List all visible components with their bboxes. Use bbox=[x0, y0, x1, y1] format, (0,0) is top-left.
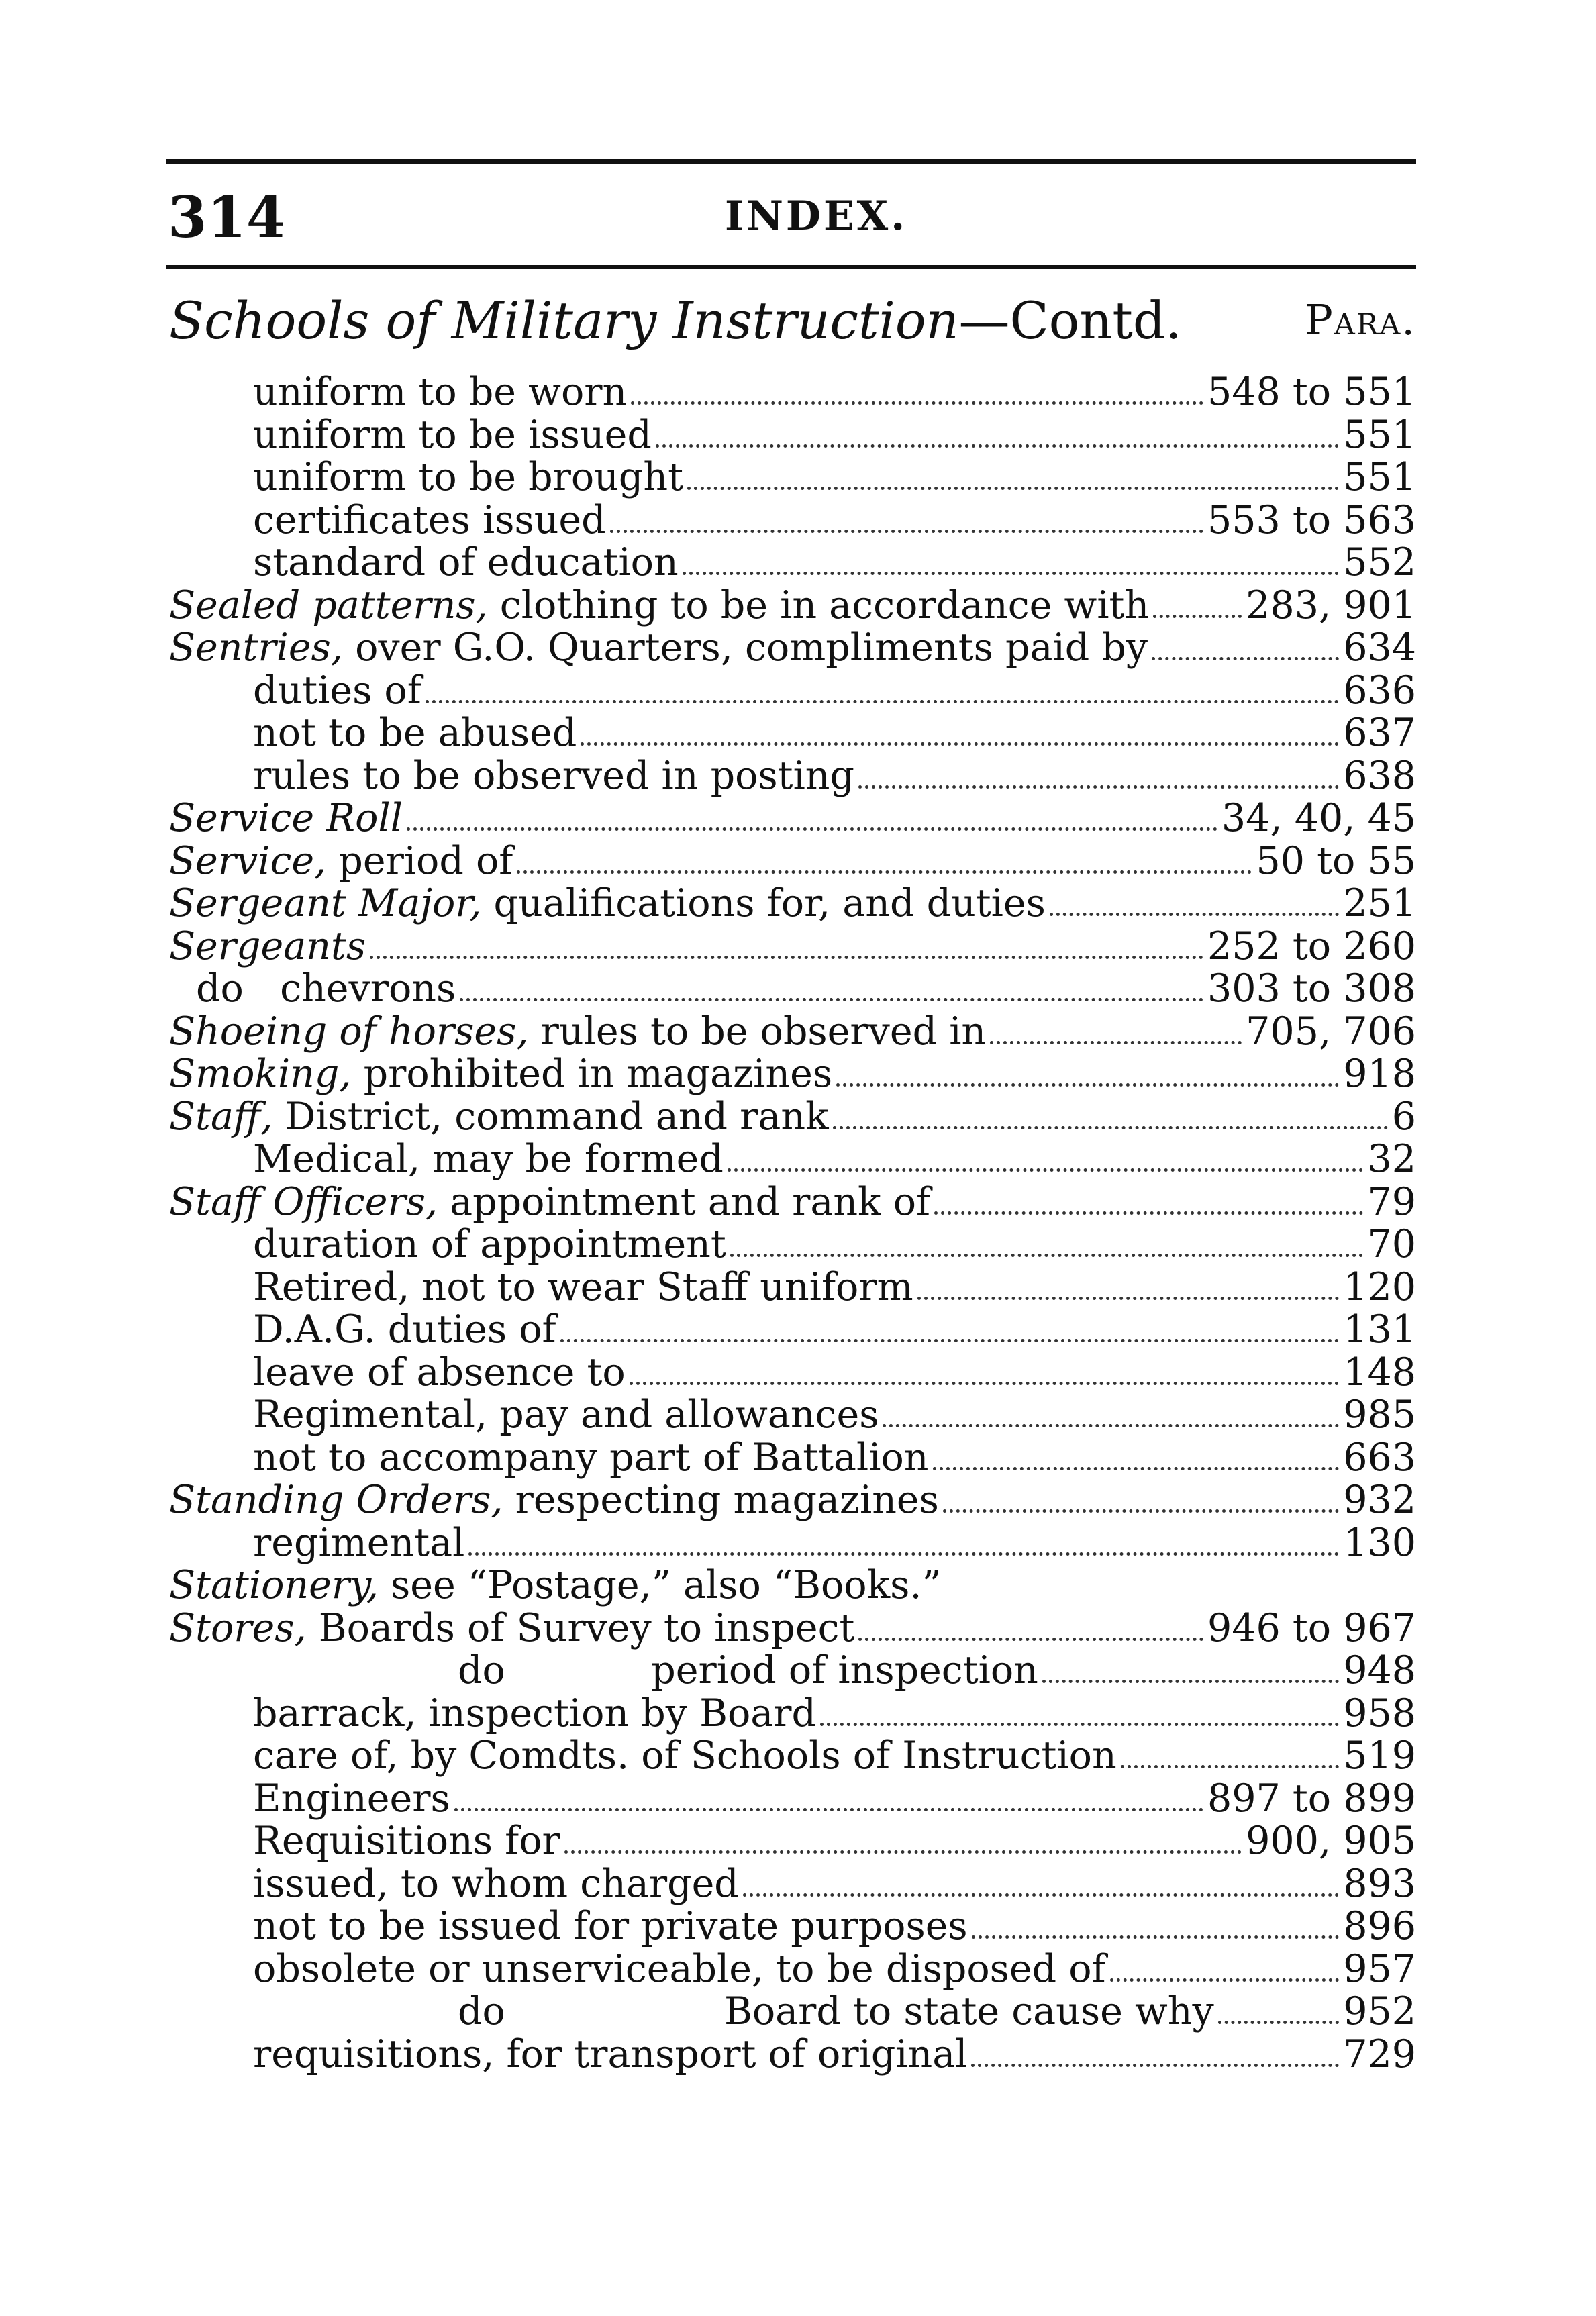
index-entry bbox=[169, 1437, 1416, 1480]
index-entry-text bbox=[169, 1607, 854, 1650]
index-entry-para-ref: 663 bbox=[1343, 1435, 1416, 1480]
running-head: INDEX. bbox=[725, 193, 908, 240]
index-entry-text bbox=[458, 1650, 1038, 1693]
dot-leader bbox=[517, 870, 1252, 874]
index-entry-para-ref: 519 bbox=[1343, 1733, 1416, 1778]
index-entry-para-ref: 948 bbox=[1343, 1648, 1416, 1693]
index-entries bbox=[169, 371, 1416, 2076]
index-entry-text bbox=[169, 797, 403, 840]
index-entry-description: duration of appointment bbox=[253, 1222, 726, 1266]
index-entry-para-ref: 932 bbox=[1343, 1478, 1416, 1522]
index-entry-para-ref: 958 bbox=[1343, 1691, 1416, 1735]
dot-leader bbox=[630, 1382, 1340, 1385]
index-entry-description: uniform to be worn bbox=[253, 370, 628, 414]
index-entry-text bbox=[253, 542, 679, 585]
dot-leader bbox=[990, 1041, 1242, 1044]
dot-leader bbox=[883, 1424, 1339, 1427]
index-entry-text bbox=[253, 371, 627, 414]
index-entry bbox=[169, 585, 1416, 627]
dot-leader bbox=[743, 1893, 1339, 1897]
index-entry-text bbox=[253, 1352, 626, 1395]
index-entry-description: District, command and rank bbox=[272, 1094, 829, 1139]
index-entry-description: not to be issued for private purposes bbox=[253, 1904, 968, 1948]
index-entry-term: Smoking, bbox=[169, 1052, 352, 1096]
dot-leader bbox=[1050, 913, 1339, 916]
dot-leader bbox=[943, 1509, 1339, 1513]
index-entry-text bbox=[169, 925, 366, 968]
index-entry-para-ref: 946 to 967 bbox=[1207, 1605, 1416, 1650]
index-entry-description: leave of absence to bbox=[253, 1350, 626, 1395]
index-entry-text bbox=[458, 1991, 1214, 2033]
index-entry-text bbox=[169, 1096, 829, 1139]
index-entry bbox=[169, 1011, 1416, 1054]
para-column-label: Para. bbox=[1305, 295, 1416, 344]
index-entry-term: Sentries, bbox=[169, 625, 343, 670]
index-entry-text bbox=[253, 1223, 726, 1266]
index-entry-text bbox=[253, 1863, 739, 1906]
index-entry-para-ref: 896 bbox=[1343, 1904, 1416, 1948]
index-entry-text bbox=[253, 1693, 816, 1735]
dot-leader bbox=[610, 530, 1203, 533]
section-heading-suffix: —Contd. bbox=[958, 291, 1182, 350]
index-entry-text bbox=[253, 1905, 968, 1948]
index-entry-para-ref: 638 bbox=[1343, 753, 1416, 798]
index-entry-text bbox=[253, 414, 652, 457]
index-entry-para-ref: 957 bbox=[1343, 1946, 1416, 1991]
index-entry-description: barrack, inspection by Board bbox=[253, 1691, 816, 1735]
index-entry-description: uniform to be issued bbox=[253, 412, 652, 457]
index-entry bbox=[169, 1693, 1416, 1735]
index-entry-description: regimental bbox=[253, 1520, 465, 1565]
index-entry bbox=[169, 755, 1416, 798]
index-entry bbox=[169, 1223, 1416, 1266]
dot-leader bbox=[820, 1723, 1339, 1726]
index-entry-description: do Board to state cause why bbox=[458, 1989, 1214, 2033]
index-entry bbox=[169, 1607, 1416, 1650]
index-entry bbox=[169, 1352, 1416, 1395]
index-entry-text bbox=[253, 1437, 929, 1480]
dot-leader bbox=[833, 1126, 1388, 1129]
index-entry-description: over G.O. Quarters, compliments paid by bbox=[342, 625, 1148, 670]
index-entry bbox=[169, 1991, 1416, 2033]
index-entry-para-ref: 50 to 55 bbox=[1256, 838, 1416, 883]
index-entry-text bbox=[169, 1564, 942, 1607]
index-entry bbox=[169, 968, 1416, 1011]
dot-leader bbox=[468, 1552, 1339, 1556]
index-entry-term: Service Roll bbox=[169, 796, 403, 840]
index-entry-term: Service, bbox=[169, 838, 327, 883]
section-heading-title: Schools of Military Instruction bbox=[169, 291, 959, 350]
index-entry bbox=[169, 1905, 1416, 1948]
index-entry bbox=[169, 1948, 1416, 1991]
dot-leader bbox=[934, 1211, 1363, 1215]
index-entry-para-ref: 130 bbox=[1343, 1520, 1416, 1565]
index-entry-para-ref: 251 bbox=[1343, 881, 1416, 925]
index-entry bbox=[169, 1138, 1416, 1181]
dot-leader bbox=[581, 742, 1339, 746]
dot-leader bbox=[730, 1254, 1364, 1257]
index-entry-term: Shoeing of horses, bbox=[169, 1009, 529, 1054]
index-entry-description: not to be abused bbox=[253, 711, 577, 755]
dot-leader bbox=[971, 2064, 1339, 2067]
index-entry-description: Requisitions for bbox=[253, 1819, 560, 1863]
index-entry-text bbox=[253, 1138, 724, 1181]
index-entry-para-ref: 952 bbox=[1343, 1989, 1416, 2033]
index-entry-para-ref: 985 bbox=[1343, 1393, 1416, 1437]
index-entry-term: Stationery, bbox=[169, 1563, 379, 1607]
index-entry-text bbox=[253, 1394, 879, 1437]
index-entry-description: prohibited in magazines bbox=[351, 1052, 833, 1096]
index-entry-text bbox=[253, 1266, 913, 1309]
index-entry bbox=[169, 414, 1416, 457]
dot-leader bbox=[426, 700, 1339, 703]
index-entry-term: Standing Orders, bbox=[169, 1478, 503, 1522]
index-entry-description: Retired, not to wear Staff uniform bbox=[253, 1264, 913, 1309]
index-entry-text bbox=[253, 1820, 560, 1863]
index-entry-para-ref: 636 bbox=[1343, 668, 1416, 713]
index-entry-text bbox=[253, 755, 854, 798]
dot-leader bbox=[933, 1467, 1340, 1470]
dot-leader bbox=[1218, 2021, 1340, 2024]
index-entry bbox=[169, 371, 1416, 414]
dot-leader bbox=[858, 785, 1339, 789]
dot-leader bbox=[1121, 1765, 1340, 1768]
top-rule bbox=[166, 159, 1416, 164]
index-entry bbox=[169, 1266, 1416, 1309]
index-entry-text bbox=[169, 840, 513, 883]
index-entry-para-ref: 131 bbox=[1343, 1307, 1416, 1352]
index-entry-para-ref: 120 bbox=[1343, 1264, 1416, 1309]
index-entry bbox=[169, 1309, 1416, 1352]
dot-leader bbox=[631, 401, 1203, 405]
index-entry bbox=[169, 499, 1416, 542]
index-entry-text bbox=[253, 1309, 556, 1352]
index-entry-para-ref: 6 bbox=[1391, 1094, 1416, 1139]
index-entry-description: Regimental, pay and allowances bbox=[253, 1393, 879, 1437]
dot-leader bbox=[1042, 1680, 1339, 1683]
index-entry-para-ref: 900, 905 bbox=[1246, 1819, 1416, 1863]
index-entry-para-ref: 34, 40, 45 bbox=[1221, 796, 1416, 840]
index-entry bbox=[169, 712, 1416, 755]
index-entry-description: rules to be observed in posting bbox=[253, 753, 854, 798]
index-entry bbox=[169, 1479, 1416, 1522]
index-entry-description: qualifications for, and duties bbox=[481, 881, 1046, 925]
index-entry bbox=[169, 1650, 1416, 1693]
index-entry bbox=[169, 1181, 1416, 1224]
dot-leader bbox=[454, 1808, 1203, 1811]
index-entry-text bbox=[169, 883, 1046, 925]
dot-leader bbox=[560, 1339, 1340, 1342]
index-entry-description: Engineers bbox=[253, 1776, 450, 1821]
index-entry bbox=[169, 840, 1416, 883]
dot-leader bbox=[370, 956, 1203, 959]
dot-leader bbox=[1152, 657, 1339, 660]
index-entry-text bbox=[253, 456, 683, 499]
index-entry-description: uniform to be brought bbox=[253, 455, 684, 499]
index-entry-para-ref: 32 bbox=[1367, 1137, 1416, 1181]
index-entry-term: Sergeants bbox=[169, 923, 366, 968]
index-entry-text bbox=[169, 1053, 832, 1096]
index-entry-description: issued, to whom charged bbox=[253, 1861, 739, 1906]
index-entry-description: see “Postage,” also “Books.” bbox=[378, 1563, 942, 1607]
index-entry-description: duties of bbox=[253, 668, 421, 713]
index-entry-para-ref: 705, 706 bbox=[1246, 1009, 1416, 1054]
dot-leader bbox=[972, 1935, 1340, 1939]
index-entry bbox=[169, 883, 1416, 925]
index-entry-description: not to accompany part of Battalion bbox=[253, 1435, 929, 1480]
index-entry-para-ref: 729 bbox=[1343, 2031, 1416, 2076]
index-entry-description: care of, by Comdts. of Schools of Instruction bbox=[253, 1733, 1117, 1778]
index-entry-para-ref: 553 to 563 bbox=[1207, 497, 1416, 542]
index-entry-text bbox=[196, 968, 456, 1011]
index-entry-description: rules to be observed in bbox=[528, 1009, 987, 1054]
index-entry-term: Staff Officers, bbox=[169, 1179, 438, 1224]
dot-leader bbox=[656, 444, 1339, 448]
index-entry bbox=[169, 627, 1416, 670]
index-entry-text bbox=[253, 1778, 450, 1821]
index-entry bbox=[169, 1053, 1416, 1096]
dot-leader bbox=[836, 1083, 1339, 1087]
index-entry-text bbox=[253, 670, 421, 713]
index-entry bbox=[169, 1863, 1416, 1906]
index-entry-description: requisitions, for transport of original bbox=[253, 2031, 968, 2076]
index-entry-para-ref: 283, 901 bbox=[1246, 583, 1416, 627]
index-entry bbox=[169, 1564, 1416, 1607]
index-entry-para-ref: 897 to 899 bbox=[1207, 1776, 1416, 1821]
index-entry-para-ref: 893 bbox=[1343, 1861, 1416, 1906]
header-rule bbox=[166, 265, 1416, 269]
index-entry-text bbox=[169, 1011, 986, 1054]
index-entry-para-ref: 79 bbox=[1367, 1179, 1416, 1224]
index-entry-description: appointment and rank of bbox=[438, 1179, 931, 1224]
index-entry-term: Staff, bbox=[169, 1094, 273, 1139]
index-entry-para-ref: 552 bbox=[1343, 540, 1416, 585]
index-entry-description: certificates issued bbox=[253, 497, 606, 542]
dot-leader bbox=[917, 1297, 1340, 1300]
dot-leader bbox=[687, 487, 1339, 490]
index-entry-para-ref: 918 bbox=[1343, 1052, 1416, 1096]
index-entry-text bbox=[253, 1522, 464, 1565]
index-entry-text bbox=[169, 1181, 930, 1224]
index-entry-description: Boards of Survey to inspect bbox=[306, 1605, 855, 1650]
index-entry-para-ref: 551 bbox=[1343, 412, 1416, 457]
index-entry-text bbox=[253, 1735, 1117, 1778]
index-entry bbox=[169, 1394, 1416, 1437]
index-entry-term: Sergeant Major, bbox=[169, 881, 482, 925]
index-entry bbox=[169, 456, 1416, 499]
index-entry-description: standard of education bbox=[253, 540, 679, 585]
index-entry-term: Sealed patterns, bbox=[169, 583, 488, 627]
index-entry-text bbox=[253, 499, 606, 542]
index-entry-description: period of bbox=[326, 838, 513, 883]
index-entry bbox=[169, 1820, 1416, 1863]
index-entry-description: clothing to be in accordance with bbox=[487, 583, 1150, 627]
index-entry bbox=[169, 2033, 1416, 2076]
index-entry-term: Stores, bbox=[169, 1605, 307, 1650]
index-entry bbox=[169, 1735, 1416, 1778]
index-entry-para-ref: 252 to 260 bbox=[1207, 923, 1416, 968]
index-entry-description: D.A.G. duties of bbox=[253, 1307, 556, 1352]
index-entry-para-ref: 70 bbox=[1367, 1222, 1416, 1266]
index-entry bbox=[169, 1778, 1416, 1821]
index-entry-para-ref: 637 bbox=[1343, 711, 1416, 755]
index-entry-description: do period of inspection bbox=[458, 1648, 1038, 1693]
index-entry bbox=[169, 670, 1416, 713]
page-number: 314 bbox=[168, 184, 286, 250]
index-entry-description: obsolete or unserviceable, to be disposed of bbox=[253, 1946, 1106, 1991]
dot-leader bbox=[1110, 1978, 1340, 1982]
index-entry-text bbox=[253, 712, 577, 755]
index-entry-description: respecting magazines bbox=[503, 1478, 939, 1522]
index-entry-para-ref: 551 bbox=[1343, 455, 1416, 499]
index-entry-text bbox=[253, 2033, 967, 2076]
index-entry-para-ref: 303 to 308 bbox=[1207, 966, 1416, 1011]
dot-leader bbox=[407, 827, 1217, 831]
dot-leader bbox=[728, 1168, 1364, 1172]
index-entry bbox=[169, 925, 1416, 968]
index-entry bbox=[169, 797, 1416, 840]
index-entry-description: Medical, may be formed bbox=[253, 1137, 724, 1181]
index-entry-text bbox=[169, 627, 1148, 670]
index-entry-para-ref: 634 bbox=[1343, 625, 1416, 670]
index-entry-para-ref: 548 to 551 bbox=[1207, 370, 1416, 414]
index-entry bbox=[169, 1522, 1416, 1565]
index-entry bbox=[169, 1096, 1416, 1139]
index-entry bbox=[169, 542, 1416, 585]
index-entry-text bbox=[253, 1948, 1106, 1991]
index-entry-text bbox=[169, 585, 1149, 627]
dot-leader bbox=[460, 998, 1203, 1001]
dot-leader bbox=[1153, 615, 1242, 618]
index-entry-description: do chevrons bbox=[196, 966, 456, 1011]
dot-leader bbox=[683, 572, 1339, 575]
dot-leader bbox=[858, 1638, 1203, 1641]
section-heading bbox=[169, 291, 1182, 350]
index-entry-para-ref: 148 bbox=[1343, 1350, 1416, 1395]
dot-leader bbox=[564, 1850, 1242, 1854]
index-entry-text bbox=[169, 1479, 939, 1522]
